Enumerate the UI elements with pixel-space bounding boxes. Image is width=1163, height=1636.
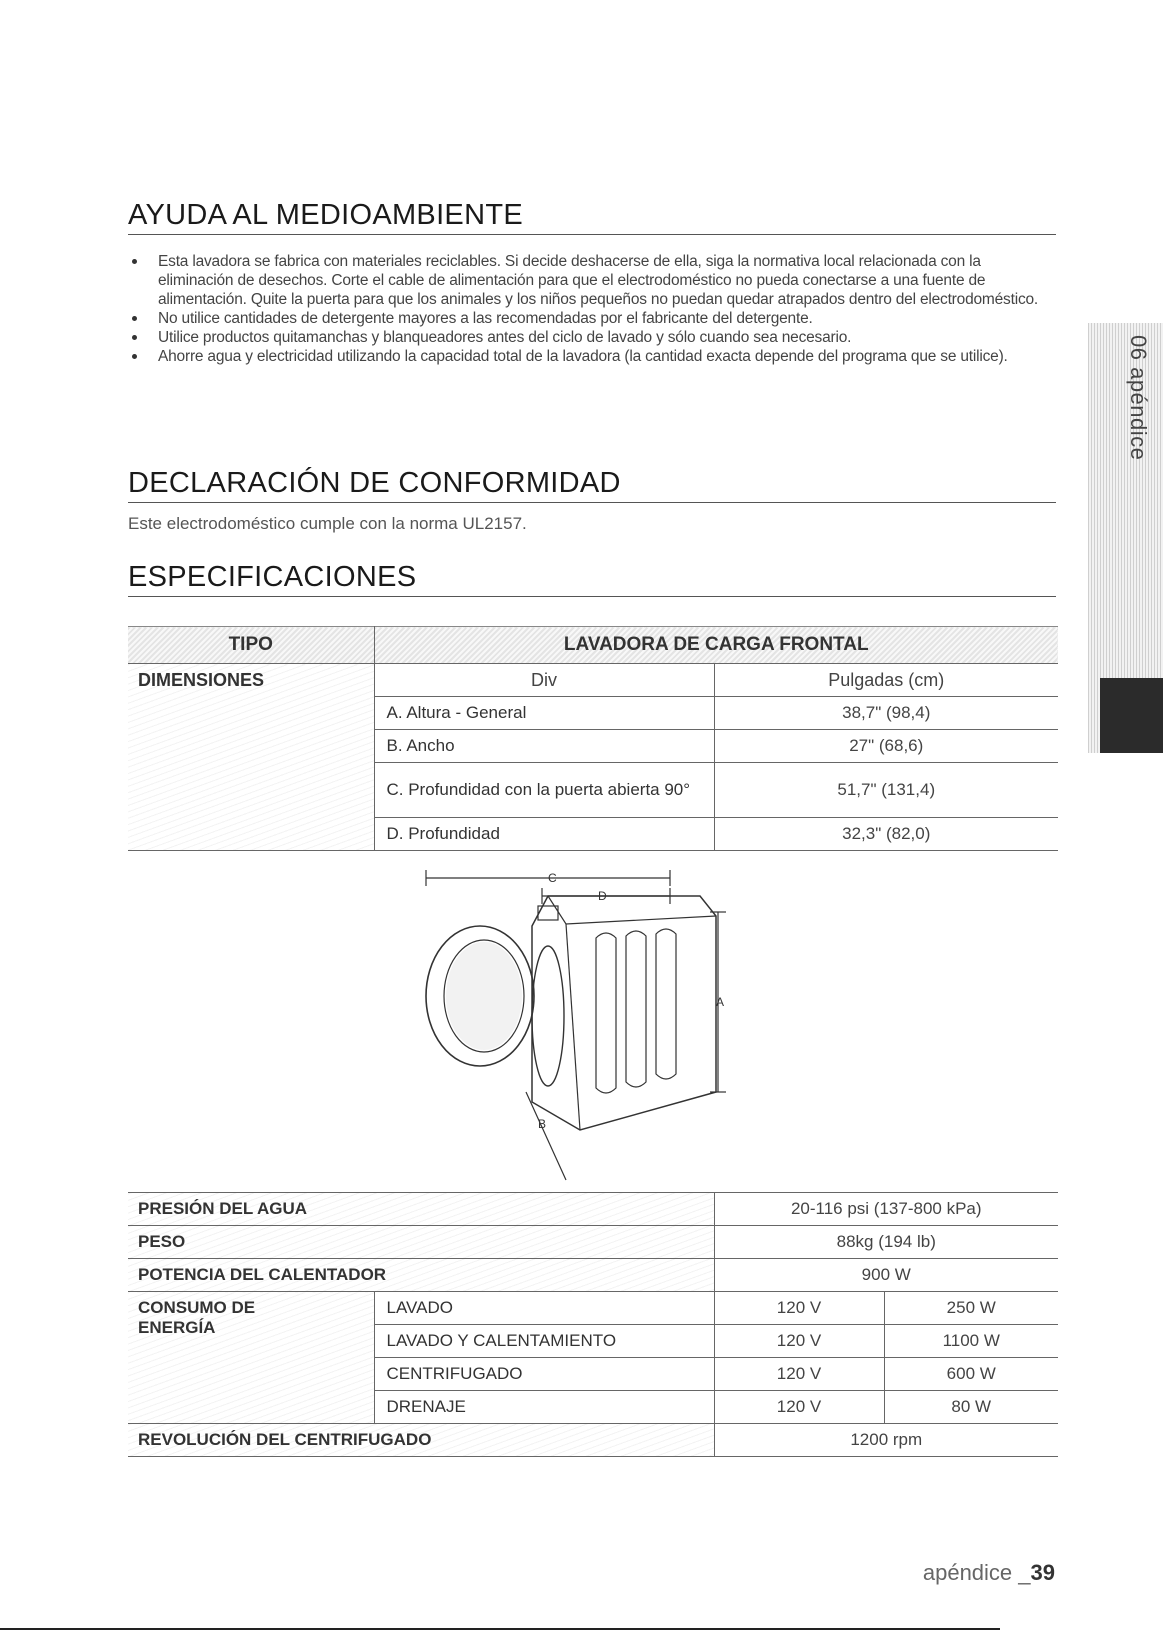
dimension-value: 32,3" (82,0): [714, 818, 1058, 851]
energy-voltage: 120 V: [714, 1325, 884, 1358]
energy-mode: CENTRIFUGADO: [374, 1358, 714, 1391]
dimensions-label: DIMENSIONES: [128, 664, 374, 851]
weight-value: 88kg (194 lb): [714, 1226, 1058, 1259]
column-div: Div: [374, 664, 714, 697]
specs-heading: ESPECIFICACIONES: [128, 560, 1056, 597]
heater-value: 900 W: [714, 1259, 1058, 1292]
weight-label: PESO: [128, 1226, 714, 1259]
energy-power: 600 W: [884, 1358, 1058, 1391]
spin-speed-value: 1200 rpm: [714, 1424, 1058, 1457]
table-row: [128, 1259, 1058, 1292]
dimension-label: D. Profundidad: [374, 818, 714, 851]
dimension-label: C. Profundidad con la puerta abierta 90°: [374, 763, 714, 818]
type-header: TIPO: [128, 627, 374, 664]
energy-mode: LAVADO Y CALENTAMIENTO: [374, 1325, 714, 1358]
dimension-value: 51,7" (131,4): [714, 763, 1058, 818]
table-row: [128, 664, 1058, 697]
type-value-header: LAVADORA DE CARGA FRONTAL: [374, 627, 1058, 664]
diagram-label-d: D: [598, 889, 607, 903]
table-row: [128, 1424, 1058, 1457]
heater-label: POTENCIA DEL CALENTADOR: [128, 1259, 714, 1292]
chapter-side-tab: [1088, 323, 1163, 753]
spin-speed-label: REVOLUCIÓN DEL CENTRIFUGADO: [128, 1424, 714, 1457]
washer-dimension-diagram: [420, 866, 760, 1186]
chapter-tab-label: 06 apéndice: [1126, 335, 1151, 461]
water-pressure-value: 20-116 psi (137-800 kPa): [714, 1193, 1058, 1226]
energy-consumption-label: CONSUMO DE ENERGÍA: [128, 1292, 374, 1424]
dimensions-table: [128, 626, 1058, 851]
energy-power: 1100 W: [884, 1325, 1058, 1358]
column-units: Pulgadas (cm): [714, 664, 1058, 697]
bottom-rule: [0, 1628, 1000, 1630]
performance-table: [128, 1192, 1058, 1457]
environment-bullet: No utilice cantidades de detergente mayores a las recomendadas por el fabricante del detergente.: [128, 309, 1058, 328]
energy-voltage: 120 V: [714, 1292, 884, 1325]
energy-power: 80 W: [884, 1391, 1058, 1424]
environment-bullet: Utilice productos quitamanchas y blanqueadores antes del ciclo de lavado y sólo cuando sea necesario.: [128, 328, 1058, 347]
page-number: 39: [1030, 1560, 1055, 1585]
energy-voltage: 120 V: [714, 1358, 884, 1391]
environment-bullet-list: [128, 252, 1058, 366]
energy-power: 250 W: [884, 1292, 1058, 1325]
diagram-label-c: C: [548, 871, 557, 885]
table-row: [128, 1193, 1058, 1226]
table-row: [128, 1226, 1058, 1259]
water-pressure-label: PRESIÓN DEL AGUA: [128, 1193, 714, 1226]
diagram-label-a: A: [716, 995, 725, 1009]
chapter-tab-marker: [1100, 678, 1163, 753]
table-header-row: [128, 627, 1058, 664]
dimension-b-line: [526, 1092, 566, 1180]
energy-voltage: 120 V: [714, 1391, 884, 1424]
energy-mode: DRENAJE: [374, 1391, 714, 1424]
dimension-value: 38,7" (98,4): [714, 697, 1058, 730]
page-footer: [923, 1560, 1055, 1586]
footer-section-name: apéndice _: [922, 1560, 1031, 1585]
conformity-heading: DECLARACIÓN DE CONFORMIDAD: [128, 466, 1056, 503]
environment-heading: AYUDA AL MEDIOAMBIENTE: [128, 198, 1056, 235]
dimension-label: A. Altura - General: [374, 697, 714, 730]
energy-mode: LAVADO: [374, 1292, 714, 1325]
conformity-text: Este electrodoméstico cumple con la norma UL2157.: [128, 514, 527, 533]
dimension-label: B. Ancho: [374, 730, 714, 763]
diagram-label-b: B: [538, 1117, 547, 1131]
table-row: [128, 1292, 1058, 1325]
environment-bullet: Ahorre agua y electricidad utilizando la capacidad total de la lavadora (la cantidad exacta depende del programa que se utilice).: [128, 347, 1058, 366]
environment-bullet: Esta lavadora se fabrica con materiales reciclables. Si decide deshacerse de ella, siga la normativa local relacionada con la eliminación de desechos. Corte el cable de alimentación para que el electrodoméstico no pueda conectarse a una fuente de alimentación. Quite la puerta para que los animales y los niños pequeños no puedan quedar atrapados dentro del electrodoméstico.: [128, 252, 1058, 309]
dimension-value: 27" (68,6): [714, 730, 1058, 763]
